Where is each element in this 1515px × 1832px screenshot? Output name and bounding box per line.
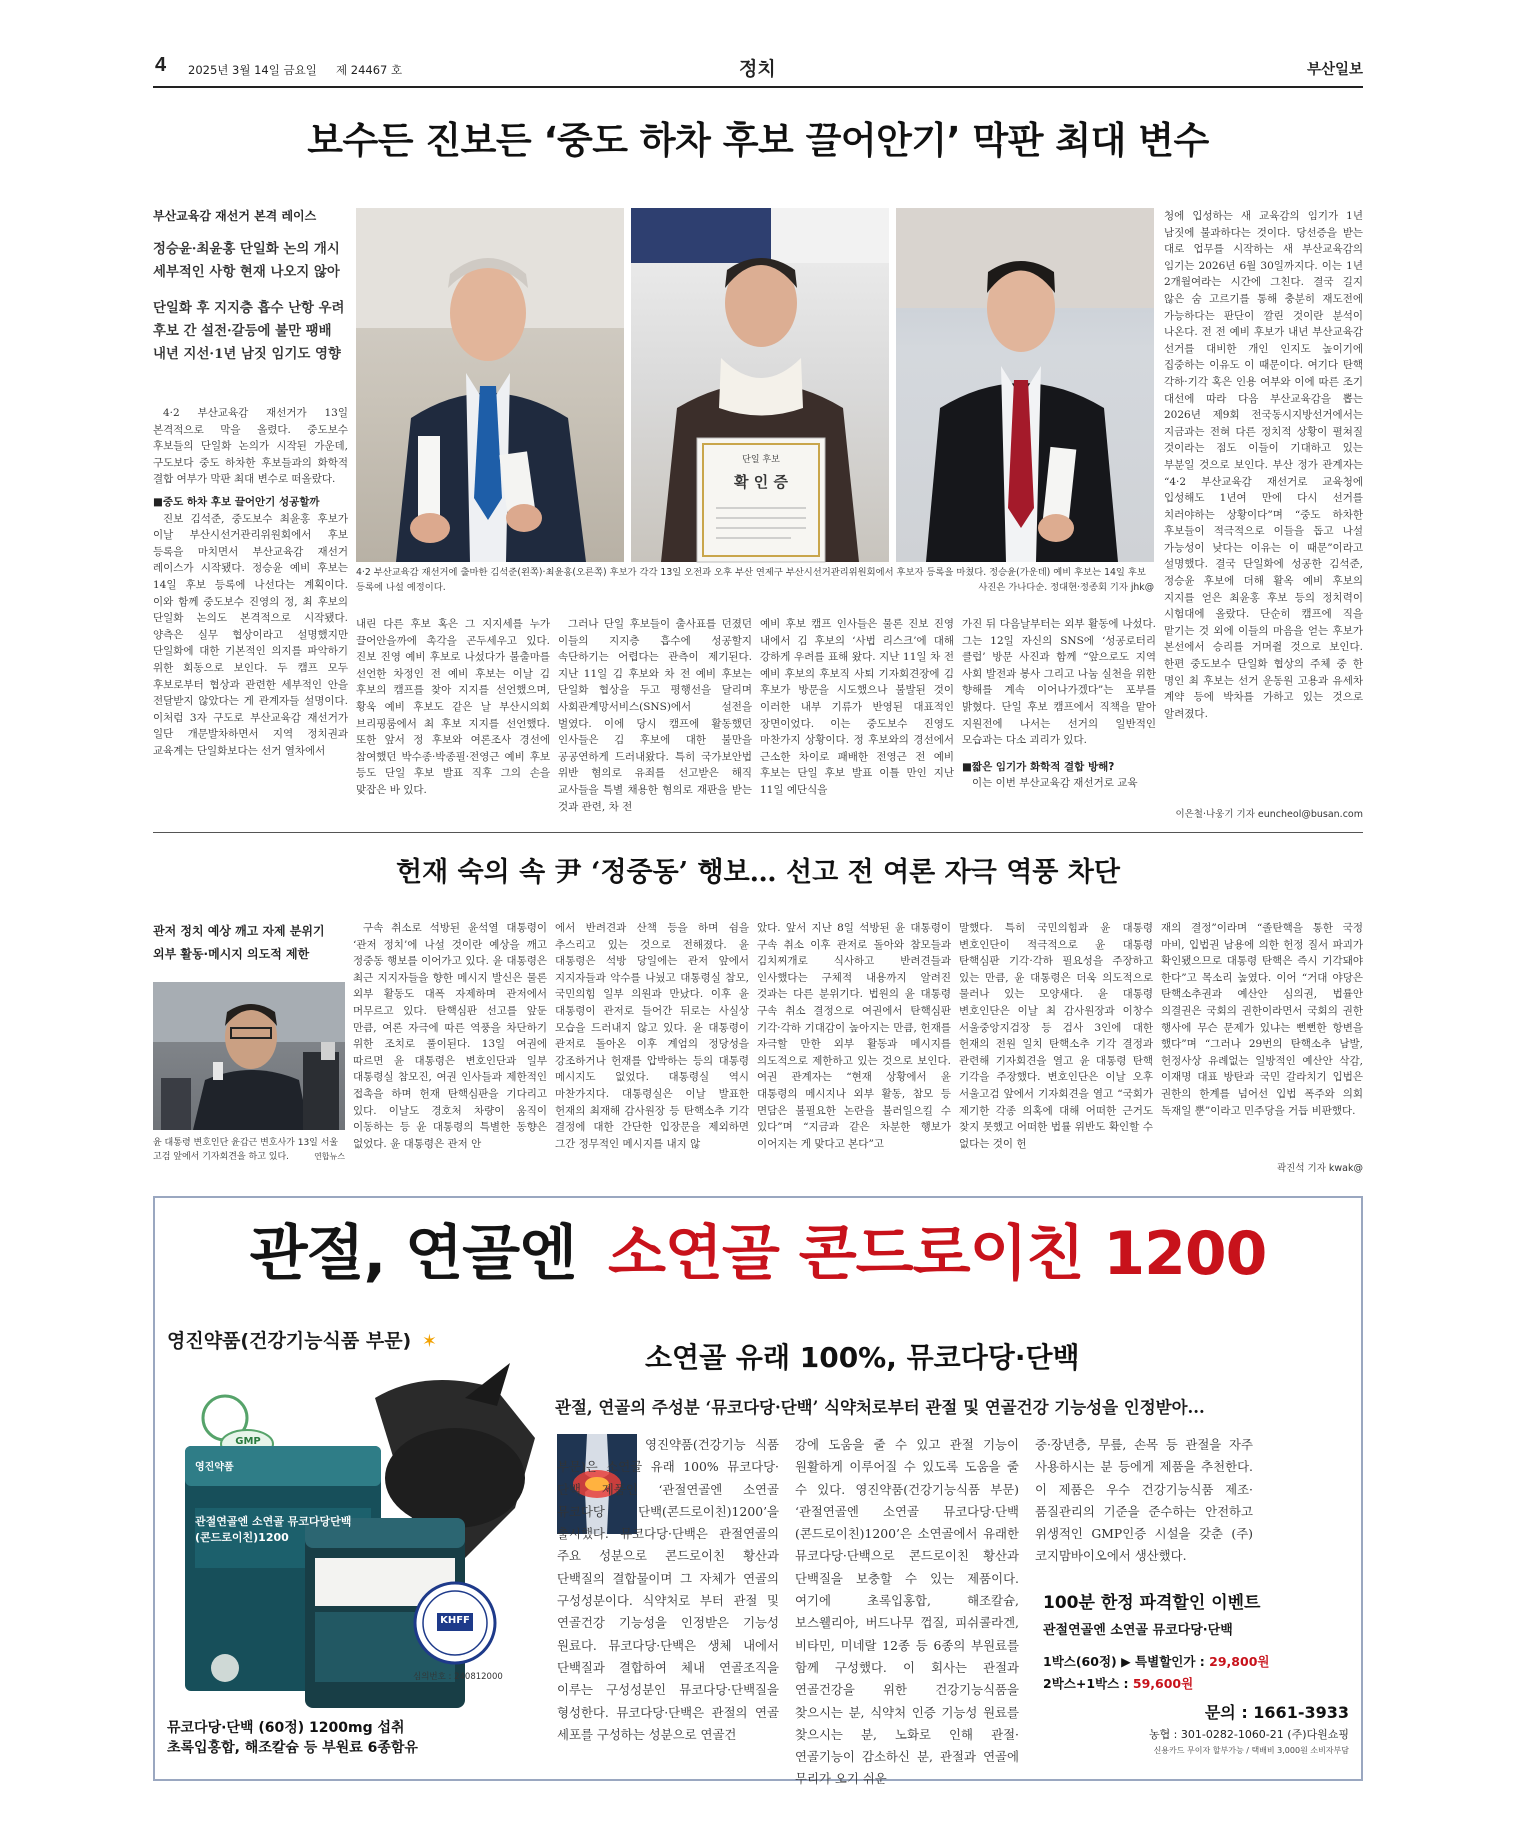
badge-gmp: GMP: [235, 1436, 261, 1447]
ad-bank: 농협 : 301-0282-1060-21 (주)다원쇼핑: [1148, 1728, 1349, 1741]
article2-photo-caption: [153, 1136, 345, 1164]
ad-payment-note: 신용카드 무이자 할부가능 / 택배비 3,000원 소비자부담: [1153, 1746, 1349, 1755]
ad-company-name: 영진약품(건강기능식품 부문): [167, 1330, 412, 1352]
article2-column-5: [1161, 920, 1363, 1156]
article2-paragraph: 구속 취소로 석방된 윤석열 대통령이 ‘관저 정치’에 나설 것이란 예상을 깨고 정중동 행보를 이어가고 있다. 윤 대통령은 최근 지지자들을 향한 메시지 발신은 물론 외부 활동도 대폭 자제하며 관저에서 머무르고 있다. 탄핵심판 선고를 앞둔 만큼, 여론 자극에 따른 역풍을 차단하기 위한 조치로 풀이된다. 13일 여권에 따르면 윤 대통령은 변호인단과 일부 대통령실 참모진, 여권 인사들과 제한적인 접촉을 하며 헌재 탄핵심판을 기다리고 있다. 이날도 경호처 차량이 움직이 이동하는 등 윤 대통령의 특별한 동향은 없었다. 윤 대통령은 관저 안: [353, 922, 547, 1150]
caption-credit: 사진은 가나다순. 정대현·정종회 기자 jhk@: [978, 581, 1154, 593]
article1-kicker: 부산교육감 재선거 본격 레이스: [153, 209, 317, 223]
page-number: 4: [155, 54, 167, 76]
sparkle-icon: ✶: [421, 1331, 437, 1352]
ad-tagline: 관절, 연골의 주성분 ‘뮤코다당·단백’ 식약처로부터 관절 및 연골건강 기능성을 인정받아...: [555, 1398, 1205, 1417]
article1-column-2: [356, 616, 550, 823]
article1-paragraph: 이는 이번 부산교육감 재선거로 교육: [972, 777, 1138, 790]
section-name: 정치: [739, 58, 776, 80]
caption-text: 윤 대통령 변호인단 윤갑근 변호사가 13일 서울고검 앞에서 기자회견을 하고 있다.: [153, 1138, 339, 1162]
article1-lead: 4·2 부산교육감 재선거가 13일 본격적으로 막을 올렸다. 중도보수 후보들의 단일화 논의가 시작된 가운데, 구도보다 중도 하차한 후보들과의 화학적 결합 여부가 막판 최대 변수로 떠올랐다.: [153, 407, 348, 486]
article2-kicker: [153, 920, 353, 966]
article2-byline: 곽진석 기자 kwak@: [1276, 1163, 1363, 1174]
issue-date: 2025년 3월 14일 금요일: [188, 63, 317, 77]
product-info-line1: 뮤코다당·단백 (60정) 1200mg 섭취: [167, 1720, 405, 1736]
ad-headline-left: 관절, 연골엔: [249, 1219, 577, 1289]
ad-column-3: [1035, 1434, 1253, 1594]
certificate-line1: 단일 후보: [742, 455, 780, 465]
certificate-title: [697, 452, 825, 492]
article2-column-1: [353, 920, 547, 1172]
caption-credit: 연합뉴스: [314, 1152, 345, 1161]
article1-paragraph: 청에 입성하는 새 교육감의 임기가 1년 남짓에 불과하다는 것이다. 당선증을 받는 대로 업무를 시작하는 새 부산교육감의 임기는 2026년 6월 30일까지다. 이는 1년 2개월여라는 시간에 그친다. 결국 길지 않은 숨 고르기를 통해 충분히 재도전에 가능하다는 판단이 깔린 것이란 분석이 나온다. 전 전 예비 후보가 내년 부산교육감 선거를 대비한 개인 인지도 높이기에 집중하는 이유도 이 때문이다. 여기다 탄핵 각하·기각 혹은 인용 여부와 이에 따른 조기 대선에 따라 다음 부산교육감을 뽑는 2026년 제9회 전국동시지방선거에서는 지금과는 전혀 다른 정치적 상황이 펼쳐질 것이라는 점도 이들이 기대하고 있는 부분일 것으로 보인다. 부산 정가 관계자는 “4·2 부산교육감 재선거로 교육청에 입성해도 1년여 만에 다시 선거를 치러야하는 상황이다”며 “중도 하차한 후보들이 적극적으로 이들을 돕고 나설 가능성이 낮다는 이유는 이 때문”이라고 설명했다. 결국 단일화에 성공한 김석준, 정승윤 후보에 더해 활옥 예비 후보의 지지를 얻은 최윤홍 후보 등의 정치력이 시험대에 올랐다. 단순히 캠프에 직을 맡기는 것 외에 이들의 마음을 얻는 후보가 본선에서 승리를 거머쥘 것으로 보인다. 한편 중도보수 단일화 협상의 주체 중 한 명인 최 후보는 선거 운동원 고용과 유세차 계약 등에 박차를 가하고 있는 것으로 알려졌다.: [1164, 210, 1363, 720]
article1-subhead-group-1: [153, 238, 348, 284]
article1-column-3: [558, 616, 752, 823]
ad-paragraph: 강에 도움을 줄 수 있고 관절 기능이 원활하게 이루어질 수 있도록 도움을 줄 수 있다. 영진약품(건강기능식품 부문) ‘관절연골엔 소연골 뮤코다당·단백(콘드로이친)1200’은 소연골에서 유래한 뮤코다당·단백으로 콘드로이친 황산과 단백질을 보충할 수 있는 제품이다. 여기에 초록입홍합, 해조칼슘, 보스웰리아, 버드나무 껍질, 피쉬콜라겐, 비타민, 미네랄 12종 등 6종의 부원료를 함께 구성했다. 이 회사는 관절과 연골건강을 위한 건강기능식품을 찾으시는 분, 식약처 인증 기능성 원료를 찾으시는 분, 노화로 인해 관절·연골기능이 감소하신 분, 관절과 연골에 무리가 오기 쉬운: [795, 1437, 1019, 1787]
issue-number: 제 24467 호: [336, 63, 403, 77]
candidate-photo-right: [896, 208, 1154, 562]
advertisement: [153, 1196, 1363, 1787]
article1-column-5: [962, 616, 1156, 823]
ad-headline-right: 소연골 콘드로이친 1200: [607, 1219, 1267, 1289]
masthead: [153, 40, 1363, 88]
ad-column-2: [795, 1434, 1019, 1787]
candidate-photo-left: [356, 208, 624, 562]
article1-subhead-group-2: [153, 297, 348, 366]
article1-column-1: [153, 405, 348, 823]
article2-kicker-line: 외부 활동·메시지 의도적 제한: [153, 947, 310, 961]
approval-number: 심의번호 : 240812000: [413, 1672, 503, 1682]
ad-column-1: [557, 1434, 779, 1772]
article2-paragraph: 재의 결정”이라며 “졸탄핵을 통한 국정 마비, 입법권 남용에 의한 헌정 질서 파괴가 확인됐으므로 대통령 탄핵은 즉시 기각돼야 한다”고 목소리 높였다. 이어 “거대 야당은 탄핵소추권과 예산안 심의권, 법률안 의결권은 국회의 권한이라면서 국회의 권한 행사에 무슨 문제가 있냐는 뻔뻔한 항변을 했다”며 “그러나 29번의 탄핵소추 남발, 헌정사상 유례없는 일방적인 예산안 삭감, 이재명 대표 방탄과 국민 갈라치기 입법은 권한의 한계를 넘어선 입법 폭주와 의회 독재일 뿐”이라고 민주당을 거듭 비판했다.: [1161, 922, 1363, 1117]
article1-photo-caption: [356, 566, 1154, 595]
box-name-line2: (콘드로이친)1200: [195, 1531, 289, 1544]
ad-headline: [155, 1220, 1361, 1288]
article1-section-head: ■중도 하차 후보 끌어안기 성공할까: [153, 495, 320, 508]
article1-subhead: 세부적인 사항 현재 나오지 않아: [153, 264, 340, 280]
article2-column-2: [555, 920, 749, 1172]
article2-column-3: [757, 920, 951, 1172]
box-name: [195, 1514, 371, 1546]
box-name-line1: 관절연골엔 소연골 뮤코다당단백: [195, 1515, 352, 1528]
ad-company: [167, 1326, 437, 1353]
product-info: [167, 1718, 547, 1758]
article1-paragraph: 예비 후보 캠프 인사들은 물론 진보 진영 내에서 김 후보의 ‘사법 리스크’에 대해 강하게 우려를 표해 왔다. 지난 11일 차 전 예비 후보의 후보직 사퇴 기자회견장에 김 후보가 방문을 시도했으나 불발된 것이 이러한 내부 기류가 반영된 대표적인 장면이었다. 이는 중도보수 진영도 마찬가지 상황이다. 정 후보와의 경선에서 근소한 차이로 패배한 전영근 전 예비 후보는 단일 후보 발표 이틀 만인 지난 11일 예단식을: [760, 618, 954, 796]
price1-value: 29,800원: [1209, 1654, 1270, 1669]
price-row-1: [1043, 1652, 1353, 1670]
article1-paragraph: 그러나 단일 후보들이 출사표를 던졌던 이들의 지지층 흡수에 성공할지 속단하기는 어렵다는 관측이 제기된다. 지난 11일 김 후보와 차 전 예비 후보는 단일화 협상을 두고 평행선을 달리며 사회관계망서비스(SNS)에서 설전을 벌였다. 이에 당시 캠프에 활동했던 인사들은 김 후보에 대한 불만을 공공연하게 드러내왔다. 특히 국가보안법 위반 혐의로 유죄를 선고받은 해직 교사들을 특별 채용한 혐의로 재판을 받는 것과 관련, 차 전: [558, 618, 752, 813]
box-brand: 영진약품: [195, 1462, 234, 1473]
ad-paragraph: 영진약품(건강기능 식품 부문)은 소연골 유래 100% 뮤코다당·단백 제품인 ‘관절연골엔 소연골 뮤코다당 단백(콘드로이친)1200’을 출시했다. 뮤코다당·단백은 관절연골의 주요 성분으로 콘드로이친 황산과 단백질의 결합물이며 그 자체가 연골의 구성성분이다. 식약처로 부터 관절 및 연골건강 기능성을 인정받은 기능성 원료다. 뮤코다당·단백은 생체 내에서 단백질과 결합하여 체내 연골조직을 이루는 구성성분인 뮤코다당·단백질을 형성한다. 뮤코다당·단백은 관절의 연골 세포를 구성하는 성분으로 연골건: [557, 1437, 779, 1742]
ad-paragraph: 중·장년층, 무릎, 손목 등 관절을 자주 사용하시는 분 등에게 제품을 추천한다. 이 제품은 우수 건강기능식품 제조·품질관리의 기준을 준수하는 안전하고 위생적인 GMP인증 시설을 갖춘 (주)코지맘바이오에서 생산했다.: [1035, 1437, 1253, 1564]
article1-subhead: 단일화 후 지지층 흡수 난항 우려: [153, 300, 345, 316]
event-title: 100분 한정 파격할인 이벤트: [1043, 1593, 1261, 1613]
caption-text: 4·2 부산교육감 재선거에 출마한 김석준(왼쪽)·최윤홍(오른쪽) 후보가 각각 13일 오전과 오후 부산 연제구 부산시선거관리위원회에서 후보자 등록을 마쳤다. 정승윤(가운데) 예비 후보는 14일 후보 등록에 나설 예정이다.: [356, 567, 1146, 593]
article1-paragraph: 내린 다른 후보 혹은 그 지지세를 누가 끌어안을까에 촉각을 곤두세우고 있다. 진보 진영 예비 후보로 나섰다가 불출마를 선언한 차정인 전 예비 후보는 이날 김 후보의 캠프를 찾아 지지를 선언했으며, 황욱 예비 후보도 같은 날 부산시의회 브리핑룸에서 최 후보 지지를 선언했다. 또한 앞서 정 후보와 여론조사 경선에 참여했던 박수종·박종필·전영근 예비 후보 등도 단일 후보 발표 직후 그의 손을 맞잡은 바 있다.: [356, 618, 550, 796]
article2-column-4: [959, 920, 1153, 1172]
article1-subhead: 내년 지선·1년 남짓 임기도 영향: [153, 346, 341, 362]
headline-secondary: 헌재 숙의 속 尹 ‘정중동’ 행보… 선고 전 여론 자극 역풍 차단: [396, 857, 1120, 888]
price-row-2: [1043, 1674, 1353, 1692]
badge-khff: KHFF: [440, 1615, 470, 1626]
article1-section-head: ■짧은 임기가 화학적 결합 방해?: [962, 760, 1115, 773]
product-visual: [165, 1358, 543, 1713]
price1-label: 1박스(60정) ▶ 특별할인가 :: [1043, 1654, 1205, 1669]
article1-byline: 이은철·나웅기 기자 euncheol@busan.com: [1175, 809, 1363, 820]
article2-paragraph: 았다. 앞서 지난 8일 석방된 윤 대통령이 구속 취소 이후 관저로 돌아와 참모들과 김치찌개로 식사하고 반려견들과 인사했다는 구체적 내용까지 알려진 것과는 다른 분위기다. 법원의 윤 대통령 구속 취소 결정으로 여권에서 탄핵심판 기각·각하 기대감이 높아지는 만큼, 헌재를 자극할 만한 외부 활동과 메시지를 의도적으로 제한하고 있는 것으로 보인다. 여권 관계자는 “현재 상황에서 윤 대통령의 메시지나 외부 활동, 참모 등 면담은 불필요한 논란을 불러일으킬 수 있다”며 “지금과 같은 차분한 행보가 이어지는 게 맞다고 본다”고: [757, 922, 951, 1150]
article2-paragraph: 에서 반려견과 산책 등을 하며 쉼을 추스리고 있는 것으로 전해졌다. 윤 대통령은 석방 당일에는 관저 앞에서 지지자들과 악수를 나눴고 대통령실 참모, 국민의힘 일부 의원과 만났다. 이후 윤 대통령이 관저로 들어간 뒤로는 사실상 모습을 드러내지 않고 있다. 윤 대통령이 관저로 돌아온 이후 계엄의 정당성을 강조하거나 헌재를 압박하는 등의 대통령 메시지도 없었다. 대통령실 역시 마찬가지다. 대통령실은 이날 발표한 헌재의 최재해 감사원장 등 탄핵소추 기각 결정에 대한 간단한 입장문을 제외하면 그간 정무적인 메시지를 내지 않: [555, 922, 749, 1150]
headline-main: 보수든 진보든 ‘중도 하차 후보 끌어안기’ 막판 최대 변수: [307, 119, 1209, 162]
article2-paragraph: 말했다. 특히 국민의힘과 윤 대통령 변호인단이 적극적으로 윤 대통령 탄핵심판 기각·각하 필요성을 주장하고 있는 만큼, 윤 대통령은 더욱 의도적으로 물러나 있는 모양새다. 윤 대통령 변호인단은 이날 최 감사원장과 이창수 서울중앙지검장 등 검사 3인에 대한 헌재의 전원 일치 탄핵소추 기각 결정과 관련해 기자회견을 열고 윤 대통령 탄핵 기각을 주장했다. 변호인단은 이날 오후 서울고검 앞에서 기자회견을 열고 “국회가 제기한 각종 의혹에 대해 어떠한 근거도 찾지 못했고 어떠한 법률 위반도 확인할 수 없다는 것이 헌: [959, 922, 1153, 1150]
lawyer-photo: [153, 982, 345, 1130]
article1-subhead: 정승윤·최윤홍 단일화 논의 개시: [153, 241, 340, 257]
price2-value: 59,600원: [1132, 1676, 1194, 1691]
article1-paragraph: 진보 김석준, 중도보수 최윤홍 후보가 이날 부산시선거관리위원회에서 후보 등록을 마치면서 부산교육감 재선거 레이스가 시작됐다. 정승윤 예비 후보는 14일 후보 등록에 나선다는 계획이다. 이와 함께 중도보수 진영의 정, 최 후보의 단일화 논의도 본격적으로 시작됐다. 양측은 실무 협상이라고 설명했지만 단일화에 대한 기본적인 의지를 파악하기 위한 회동으로 보인다. 두 캠프 모두 후보로부터 협상과 관련한 세부적인 안을 전달받지 않았다는 게 관계자들 설명이다. 이처럼 3자 구도로 부산교육감 재선거가 일단 개문발차하면서 지역 정치권과 교육계는 단일화보다는 선거 열차에서: [153, 512, 348, 757]
event-product: 관절연골엔 소연골 뮤코다당·단백: [1043, 1623, 1233, 1638]
article1-subhead: 후보 간 설전·갈등에 불만 팽배: [153, 323, 332, 339]
article1-column-6: [1164, 208, 1363, 808]
article1-column-4: [760, 616, 954, 823]
price2-label: 2박스+1박스 :: [1043, 1676, 1129, 1691]
product-info-line2: 초록입홍합, 해조칼슘 등 부원료 6종함유: [167, 1740, 418, 1756]
candidate-photo-center: [631, 208, 889, 562]
certificate-line2: 확 인 증: [734, 473, 788, 491]
ad-contact: 문의 : 1661-3933: [1204, 1703, 1349, 1722]
ad-event: [1043, 1588, 1353, 1692]
ad-subheadline: 소연골 유래 100%, 뮤코다당·단백: [645, 1341, 1080, 1374]
article-divider: [153, 832, 1363, 833]
article2-kicker-line: 관저 정치 예상 깨고 자제 분위기: [153, 924, 325, 938]
article1-paragraph: 가진 뒤 다음날부터는 외부 활동에 나섰다. 그는 12일 자신의 SNS에 ‘성공로터리 클럽’ 방문 사진과 함께 “앞으로도 지역 사회 발전과 봉사 그리고 나눔 실천을 위한 향해를 계속 이어나가겠다”는 포부를 밝혔다. 단일 후보 캠프에서 직책을 맡아 지원전에 나서는 선거의 일반적인 모습과는 다소 괴리가 있다.: [962, 618, 1156, 747]
paper-name: 부산일보: [1306, 62, 1363, 78]
